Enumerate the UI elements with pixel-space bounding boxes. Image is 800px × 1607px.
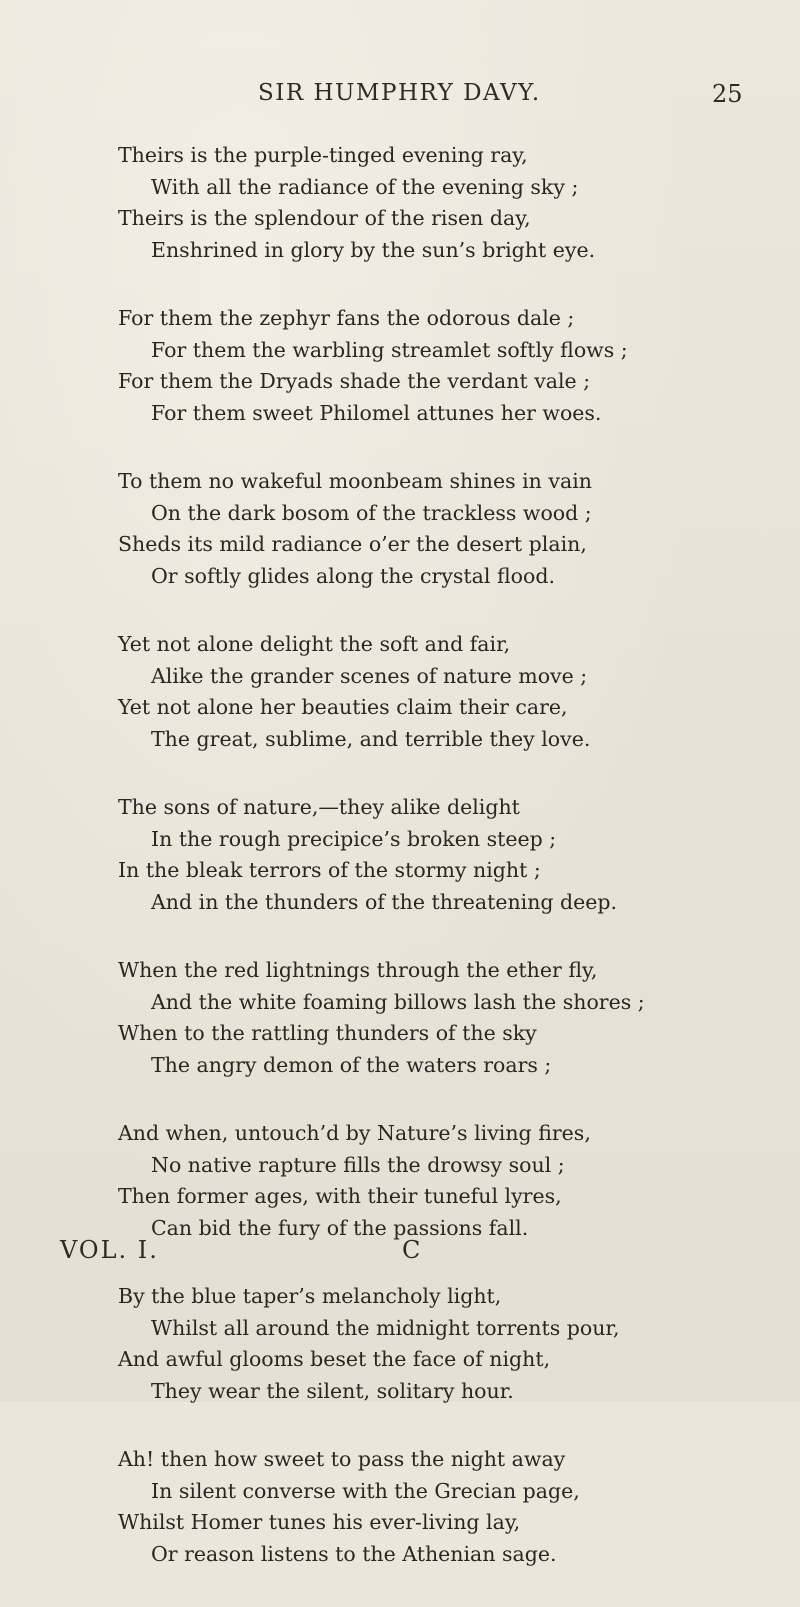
poem-line: For them the zephyr fans the odorous dale ;	[118, 306, 575, 330]
poem-line: Ah! then how sweet to pass the night away	[118, 1447, 566, 1471]
poem-line: When the red lightnings through the ether fly,	[118, 958, 598, 982]
poem-line: Alike the grander scenes of nature move ;	[151, 663, 588, 688]
poem-line: Then former ages, with their tuneful lyres,	[118, 1184, 562, 1208]
page-footer	[0, 1236, 800, 1276]
signature-mark: C	[402, 1236, 421, 1264]
poem-line: Enshrined in glory by the sun’s bright eye.	[151, 237, 596, 262]
poem-line: Whilst all around the midnight torrents pour,	[151, 1315, 620, 1340]
stanza	[118, 792, 778, 918]
poem-line: For them the warbling streamlet softly flows ;	[151, 337, 628, 362]
poem-line: To them no wakeful moonbeam shines in vain	[118, 469, 592, 493]
poem-line: On the dark bosom of the trackless wood ;	[151, 500, 592, 525]
volume-signature: VOL. I.	[60, 1236, 159, 1264]
poem-line: Or softly glides along the crystal flood.	[151, 563, 555, 588]
poem-line: Yet not alone delight the soft and fair,	[118, 632, 511, 656]
poem-line: With all the radiance of the evening sky ;	[151, 174, 579, 199]
stanza	[118, 303, 778, 429]
stanza	[118, 629, 778, 755]
poem-line: Or reason listens to the Athenian sage.	[151, 1541, 557, 1566]
stanza	[118, 466, 778, 592]
poem-line: In the bleak terrors of the stormy night ;	[118, 858, 541, 882]
poem-line: When to the rattling thunders of the sky	[118, 1021, 537, 1045]
poem	[118, 140, 778, 1607]
stanza	[118, 1118, 778, 1244]
poem-line: Theirs is the purple-tinged evening ray,	[118, 143, 528, 167]
poem-line: In silent converse with the Grecian page,	[151, 1478, 580, 1503]
poem-line: The angry demon of the waters roars ;	[151, 1052, 552, 1077]
poem-line: No native rapture fills the drowsy soul ;	[151, 1152, 565, 1177]
poem-line: The sons of nature,—they alike delight	[118, 795, 520, 819]
stanza	[118, 955, 778, 1081]
poem-line: Sheds its mild radiance o’er the desert plain,	[118, 532, 587, 556]
poem-line: And in the thunders of the threatening deep.	[151, 889, 618, 914]
poem-line: And the white foaming billows lash the shores ;	[151, 989, 645, 1014]
poem-line: Theirs is the splendour of the risen day,	[118, 206, 531, 230]
stanza	[118, 140, 778, 266]
page-number: 25	[712, 80, 743, 108]
running-head: SIR HUMPHRY DAVY.	[258, 80, 541, 106]
stanza	[118, 1281, 778, 1407]
stanza	[118, 1444, 778, 1570]
poem-line: The great, sublime, and terrible they love.	[151, 726, 591, 751]
poem-line: Can bid the fury of the passions fall.	[151, 1215, 529, 1240]
poem-line: For them the Dryads shade the verdant vale ;	[118, 369, 591, 393]
poem-line: And awful glooms beset the face of night,	[118, 1347, 551, 1371]
poem-line: In the rough precipice’s broken steep ;	[151, 826, 557, 851]
poem-line: Yet not alone her beauties claim their care,	[118, 695, 568, 719]
poem-line: They wear the silent, solitary hour.	[151, 1378, 514, 1403]
poem-line: Whilst Homer tunes his ever-living lay,	[118, 1510, 521, 1534]
poem-line: And when, untouch’d by Nature’s living fires,	[118, 1121, 591, 1145]
poem-line: By the blue taper’s melancholy light,	[118, 1284, 502, 1308]
poem-line: For them sweet Philomel attunes her woes.	[151, 400, 602, 425]
